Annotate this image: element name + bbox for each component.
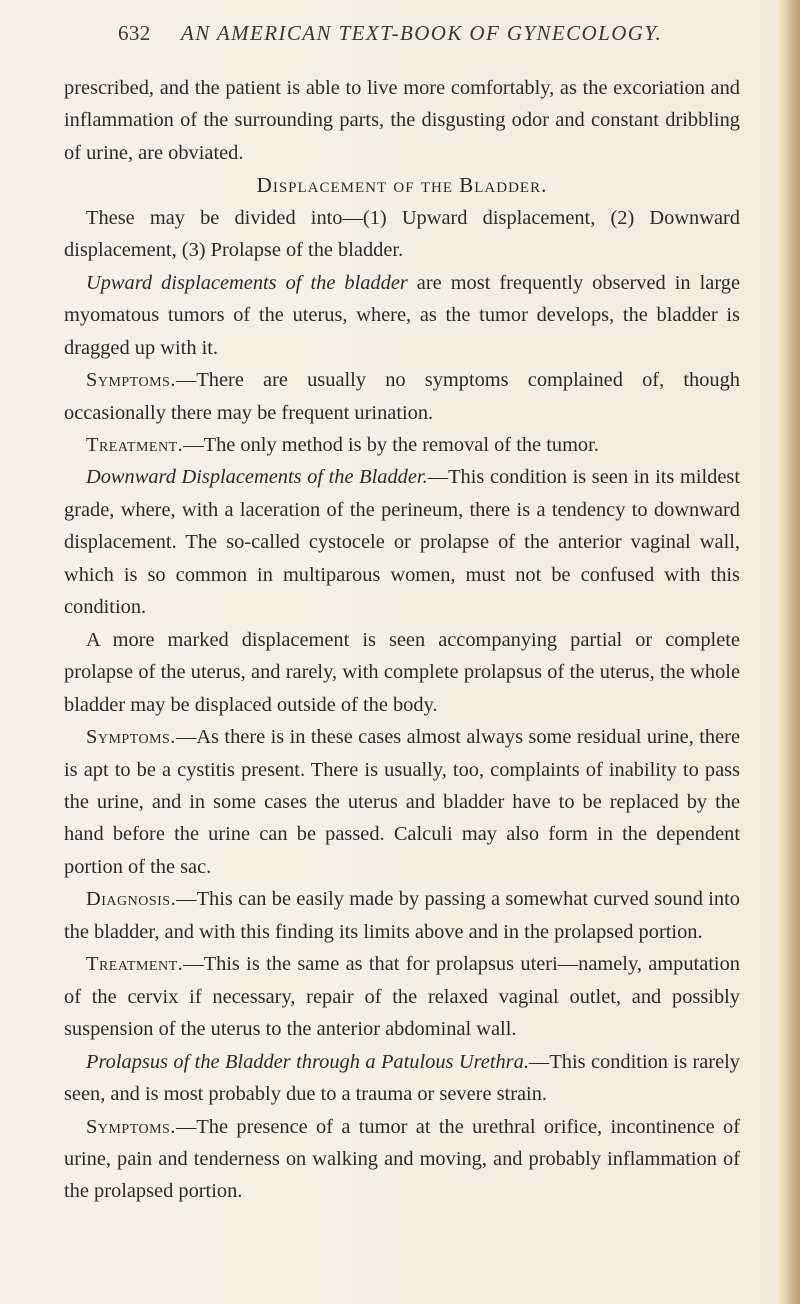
page-edge-shadow bbox=[776, 0, 800, 1304]
paragraph-text: —This can be easily made by passing a somewhat curved sound into the bladder, and with this finding its limits above and in the prolapsed portion. bbox=[64, 888, 740, 943]
paragraph-diagnosis bbox=[64, 883, 740, 948]
label-symptoms: Symptoms. bbox=[86, 369, 176, 392]
paragraph-text: —This condition is seen in its mildest grade, where, with a laceration of the perineum, there is a tendency to downward displacement. The so-called cystocele or prolapse of the anterior vaginal wall, which is so common in multiparous women, must not be confused with this condition. bbox=[64, 466, 740, 619]
paragraph-treatment-downward bbox=[64, 948, 740, 1045]
paragraph-text: —The presence of a tumor at the urethral orifice, incontinence of urine, pain and tenderness on walking and moving, and probably inflammation of the prolapsed portion. bbox=[64, 1115, 740, 1203]
label-symptoms: Symptoms. bbox=[86, 1115, 176, 1138]
paragraph-treatment-upward bbox=[64, 429, 740, 461]
paragraph-text: are most frequently observed in large myomatous tumors of the uterus, where, as the tumor develops, the bladder is dragged up with it. bbox=[64, 271, 740, 359]
label-treatment: Treatment. bbox=[86, 433, 184, 456]
body-text bbox=[64, 72, 740, 1208]
paragraph-symptoms-upward bbox=[64, 364, 740, 429]
subheading-downward-displacements: Downward Displacements of the Bladder. bbox=[86, 466, 428, 489]
subheading-prolapsus: Prolapsus of the Bladder through a Patulous Urethra. bbox=[86, 1050, 529, 1073]
paragraph-symptoms-downward bbox=[64, 721, 740, 883]
section-heading: Displacement of the Bladder. bbox=[256, 173, 548, 198]
running-title: AN AMERICAN TEXT-BOOK OF GYNECOLOGY. bbox=[181, 21, 663, 45]
paragraph-continued: prescribed, and the patient is able to live more comfortably, as the excoriation and inflammation of the surrounding parts, the disgusting odor and constant dribbling of urine, are obviated. bbox=[64, 77, 740, 164]
paragraph-text: —This condition is rarely seen, and is most probably due to a trauma or severe strain. bbox=[64, 1050, 740, 1106]
paragraph-text: —The only method is by the removal of the tumor. bbox=[183, 433, 599, 456]
label-diagnosis: Diagnosis. bbox=[86, 888, 177, 911]
paragraph-prolapsus bbox=[64, 1046, 740, 1111]
paragraph-intro: These may be divided into—(1) Upward displacement, (2) Downward displacement, (3) Prolapse of the bladder. bbox=[64, 206, 740, 262]
paragraph-downward bbox=[64, 461, 740, 623]
page-number: 632 bbox=[118, 21, 151, 45]
running-header bbox=[118, 17, 738, 49]
paragraph-text: —As there is in these cases almost always some residual urine, there is apt to be a cystitis present. There is usually, too, complaints of inability to pass the urine, and in some cases the uterus and bladder have to be replaced by the hand before the urine can be passed. Calculi may also form in the dependent portion of the sac. bbox=[64, 726, 740, 878]
paragraph-marked-displacement: A more marked displacement is seen accompanying partial or complete prolapse of the uterus, and rarely, with complete prolapsus of the uterus, the whole bladder may be displaced outside of the body. bbox=[64, 628, 740, 716]
paragraph-upward bbox=[64, 267, 740, 364]
paragraph-text: —This is the same as that for prolapsus uteri—namely, amputation of the cervix if necessary, repair of the relaxed vaginal outlet, and possibly suspension of the uterus to the anterior abdominal wall. bbox=[64, 953, 740, 1041]
label-symptoms: Symptoms. bbox=[86, 726, 176, 749]
paragraph-text: —There are usually no symptoms complained of, though occasionally there may be frequent urination. bbox=[64, 369, 740, 424]
subheading-upward-displacements: Upward displacements of the bladder bbox=[86, 271, 408, 294]
label-treatment: Treatment. bbox=[86, 953, 184, 976]
paragraph-symptoms-prolapsus bbox=[64, 1111, 740, 1208]
